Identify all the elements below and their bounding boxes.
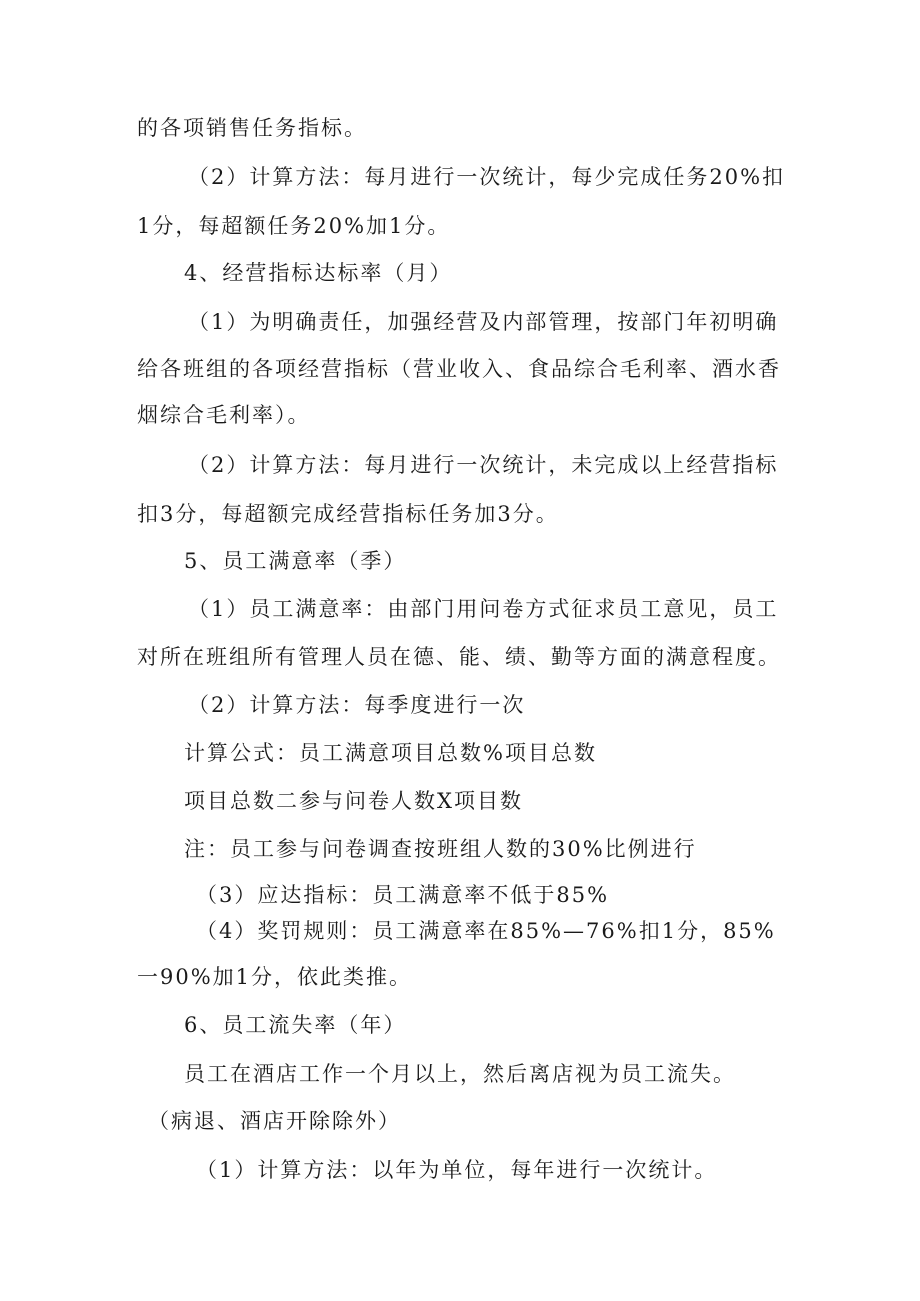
text-line-11: （1）员工满意率：由部门用问卷方式征求员工意见，员工 (188, 597, 779, 621)
text-line-2: （2）计算方法：每月进行一次统计，每少完成任务20%扣 (188, 165, 786, 189)
text-line-16: 注：员工参与问卷调查按班组人数的30%比例进行 (184, 837, 697, 861)
text-line-3: 1分，每超额任务20%加1分。 (137, 214, 451, 238)
text-line-21: 员工在酒店工作一个月以上，然后离店视为员工流失。 (184, 1062, 736, 1086)
text-line-4: 4、经营指标达标率（月） (184, 261, 453, 285)
text-line-19: 一90%加1分，依此类推。 (137, 965, 413, 989)
text-line-22: （病退、酒店开除除外） (148, 1109, 401, 1133)
text-line-5: （1）为明确责任，加强经营及内部管理，按部门年初明确 (188, 310, 779, 334)
text-line-15: 项目总数二参与问卷人数X项目数 (184, 789, 523, 813)
text-line-1: 的各项销售任务指标。 (137, 116, 367, 140)
text-line-14: 计算公式：员工满意项目总数%项目总数 (184, 741, 597, 765)
text-line-8: （2）计算方法：每月进行一次统计，未完成以上经营指标 (188, 453, 779, 477)
text-line-20: 6、员工流失率（年） (184, 1013, 407, 1037)
text-line-10: 5、员工满意率（季） (184, 549, 407, 573)
text-line-13: （2）计算方法：每季度进行一次 (188, 693, 526, 717)
text-line-17: （3）应达指标：员工满意率不低于85% (196, 883, 610, 907)
text-line-23: （1）计算方法：以年为单位，每年进行一次统计。 (196, 1158, 718, 1182)
text-line-12: 对所在班组所有管理人员在德、能、绩、勤等方面的满意程度。 (137, 645, 781, 669)
text-line-18: （4）奖罚规则：员工满意率在85%—76%扣1分，85% (196, 919, 776, 943)
text-line-9: 扣3分，每超额完成经营指标任务加3分。 (137, 502, 559, 526)
text-line-7: 烟综合毛利率）。 (137, 403, 311, 427)
text-line-6: 给各班组的各项经营指标（营业收入、食品综合毛利率、酒水香 (137, 357, 781, 381)
